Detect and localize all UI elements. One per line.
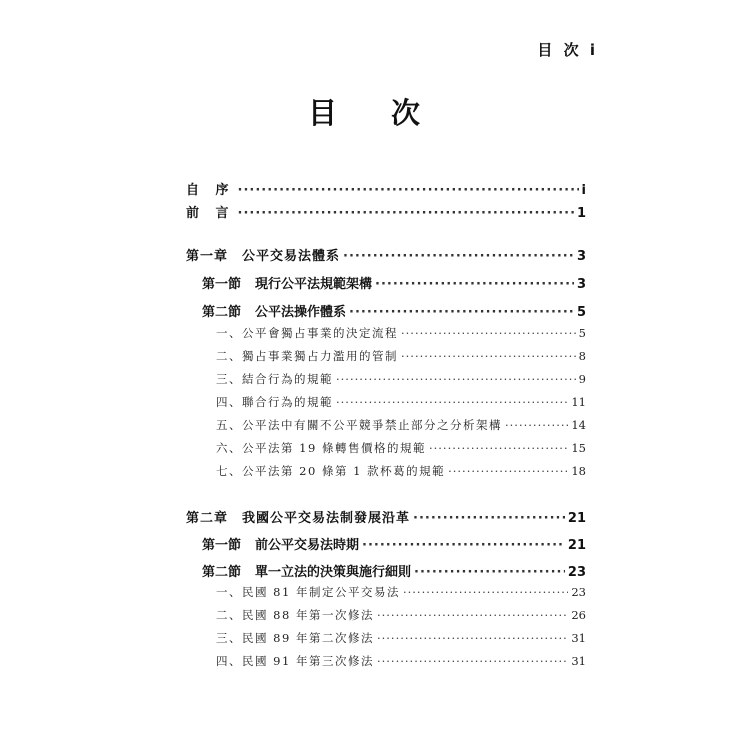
toc-entry-page: 3 [576, 277, 586, 292]
section-number: 第一節 [202, 538, 242, 553]
toc-entry-label: 三、結合行為的規範 [216, 372, 333, 386]
dot-leader [429, 441, 568, 455]
toc-item[interactable] [216, 584, 586, 600]
dot-leader [336, 372, 576, 386]
toc-entry-foreword[interactable] [186, 202, 586, 221]
chapter-number: 第二章 [186, 511, 229, 526]
section-number: 第二節 [202, 305, 242, 320]
toc-entry-label: 二、民國 88 年第一次修法 [216, 608, 374, 622]
toc-entry-label: 一、公平會獨占事業的決定流程 [216, 326, 398, 340]
toc-item[interactable] [216, 630, 586, 646]
dot-leader [377, 654, 568, 668]
dot-leader [336, 395, 568, 409]
toc-item[interactable] [216, 371, 586, 387]
dot-leader [403, 585, 568, 599]
toc-entry-label: 七、公平法第 20 條第 1 款杯葛的規範 [216, 464, 446, 478]
toc-entry-page: 9 [578, 372, 586, 386]
toc-entry-label: 前 言 [186, 206, 235, 221]
dot-leader [238, 183, 579, 198]
toc-entry-page: 26 [571, 608, 586, 622]
toc-section-1-2[interactable] [202, 301, 586, 320]
dot-leader [238, 206, 574, 221]
toc-item[interactable] [216, 653, 586, 669]
toc-section-1-1[interactable] [202, 273, 586, 292]
toc-entry-page: 14 [571, 418, 586, 432]
toc-item[interactable] [216, 394, 586, 410]
dot-leader [362, 538, 565, 553]
chapter-title: 我國公平交易法制發展沿革 [242, 511, 411, 526]
dot-leader [448, 464, 568, 478]
toc-section-2-2[interactable] [202, 561, 586, 580]
toc-entry-page: i [581, 183, 586, 198]
dot-leader [377, 608, 568, 622]
section-title: 公平法操作體系 [255, 305, 347, 320]
toc-entry-page: 31 [571, 654, 586, 668]
toc-entry-page: 31 [571, 631, 586, 645]
toc-entry-label: 五、公平法中有關不公平競爭禁止部分之分析架構 [216, 418, 502, 432]
toc-entry-page: 11 [571, 395, 586, 409]
dot-leader [413, 511, 565, 526]
toc-entry-label: 四、聯合行為的規範 [216, 395, 333, 409]
toc-entry-label: 一、民國 81 年制定公平交易法 [216, 585, 400, 599]
dot-leader [401, 349, 576, 363]
chapter-title: 公平交易法體系 [242, 249, 341, 264]
dot-leader [343, 249, 574, 264]
toc-entry-page: 15 [571, 441, 586, 455]
toc-entry-page: 21 [567, 538, 586, 553]
toc-entry-page: 1 [576, 206, 586, 221]
toc-chapter-1[interactable] [186, 245, 586, 264]
dot-leader [505, 418, 568, 432]
section-title: 單一立法的決策與施行細則 [255, 565, 412, 580]
dot-leader [377, 631, 568, 645]
toc-entry-page: 5 [578, 326, 586, 340]
dot-leader [349, 305, 574, 320]
toc-section-2-1[interactable] [202, 534, 586, 553]
dot-leader [375, 277, 574, 292]
section-number: 第二節 [202, 565, 242, 580]
toc-entry-page: 23 [571, 585, 586, 599]
toc-item[interactable] [216, 607, 586, 623]
toc-item[interactable] [216, 463, 586, 479]
toc-entry-page: 23 [567, 565, 586, 580]
dot-leader [401, 326, 576, 340]
toc-entry-label: 二、獨占事業獨占力濫用的管制 [216, 349, 398, 363]
toc-chapter-2[interactable] [186, 507, 586, 526]
toc-entry-label: 自 序 [186, 183, 235, 198]
toc-entry-page: 5 [576, 305, 586, 320]
section-number: 第一節 [202, 277, 242, 292]
toc-item[interactable] [216, 325, 586, 341]
toc-entry-page: 18 [571, 464, 586, 478]
section-title: 前公平交易法時期 [255, 538, 360, 553]
toc-entry-label: 三、民國 89 年第二次修法 [216, 631, 374, 645]
running-header: 目 次 i [537, 41, 598, 59]
toc-item[interactable] [216, 417, 586, 433]
toc-entry-label: 六、公平法第 19 條轉售價格的規範 [216, 441, 426, 455]
chapter-number: 第一章 [186, 249, 229, 264]
toc-item[interactable] [216, 440, 586, 456]
toc-entry-page: 21 [567, 511, 586, 526]
section-title: 現行公平法規範架構 [255, 277, 373, 292]
dot-leader [414, 565, 565, 580]
page-title: 目 次 [307, 96, 443, 130]
toc-entry-page: 8 [578, 349, 586, 363]
toc-item[interactable] [216, 348, 586, 364]
toc-entry-page: 3 [576, 249, 586, 264]
toc-entry-preface[interactable] [186, 179, 586, 198]
toc-entry-label: 四、民國 91 年第三次修法 [216, 654, 374, 668]
